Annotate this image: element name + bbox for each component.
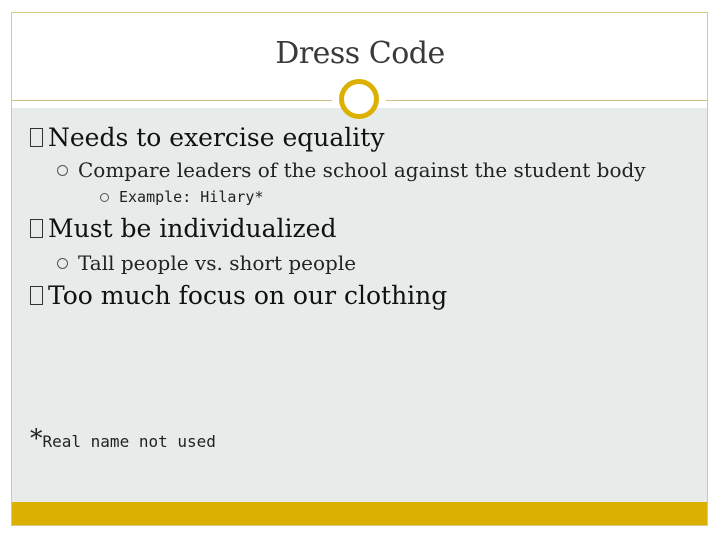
bullet-text: Too much focus on our clothing bbox=[48, 281, 448, 310]
bullet-text: Needs to exercise equality bbox=[48, 123, 385, 152]
bullet-level1 bbox=[30, 214, 336, 243]
missing-glyph-icon bbox=[30, 286, 43, 305]
bullet-level3 bbox=[100, 188, 264, 206]
bullet-text: Example: Hilary* bbox=[119, 188, 264, 206]
circle-bullet-icon bbox=[57, 165, 68, 176]
circle-bullet-icon bbox=[57, 258, 68, 269]
footer-bar bbox=[12, 502, 707, 525]
footnote-marker: * bbox=[30, 424, 43, 453]
bullet-text: Compare leaders of the school against the student body bbox=[78, 158, 646, 182]
bullet-level2 bbox=[57, 251, 356, 275]
bullet-level1 bbox=[30, 123, 384, 152]
bullet-level1 bbox=[30, 281, 447, 310]
bullet-text: Must be individualized bbox=[48, 214, 337, 243]
missing-glyph-icon bbox=[30, 219, 43, 238]
circle-bullet-icon bbox=[100, 193, 109, 202]
ring-ornament-icon bbox=[339, 79, 379, 119]
footnote bbox=[30, 424, 216, 453]
missing-glyph-icon bbox=[30, 128, 43, 147]
bullet-level2 bbox=[57, 158, 646, 182]
footnote-text: Real name not used bbox=[42, 432, 216, 451]
bullet-text: Tall people vs. short people bbox=[78, 251, 357, 275]
slide-title: Dress Code bbox=[275, 36, 445, 71]
